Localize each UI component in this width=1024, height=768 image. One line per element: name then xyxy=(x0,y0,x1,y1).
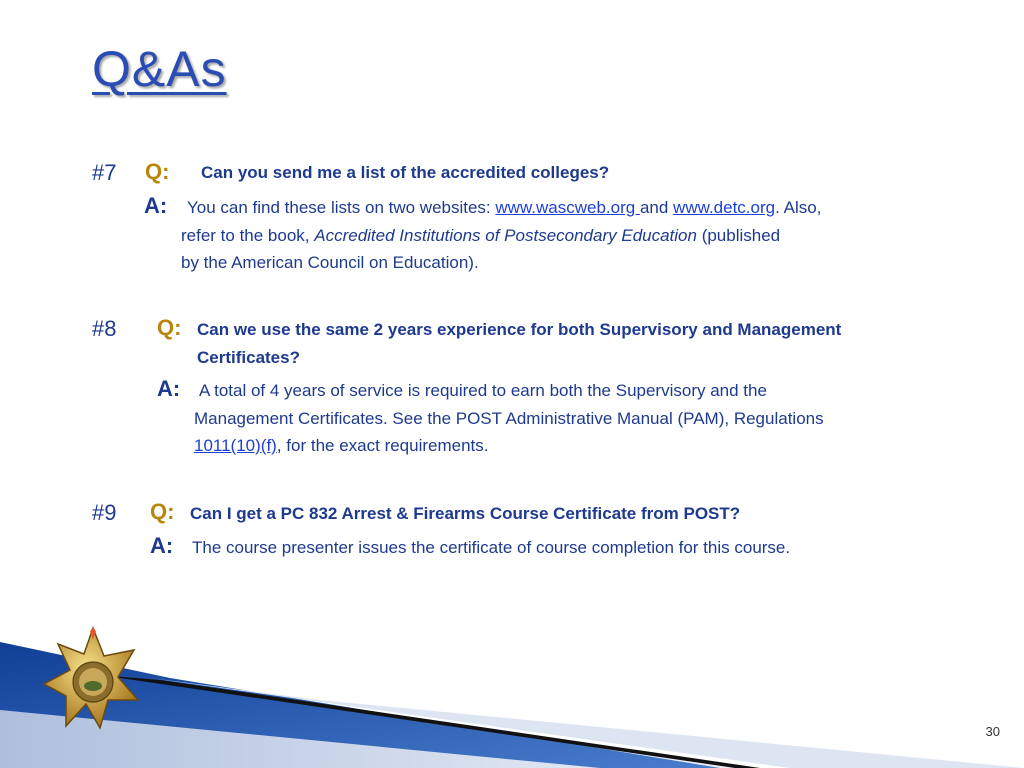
answer-text xyxy=(181,222,941,250)
answer-label: A: xyxy=(144,193,168,218)
question-text: Can I get a PC 832 Arrest & Firearms Course Certificate from POST? xyxy=(190,504,741,523)
question-text: Certificates? xyxy=(197,348,300,367)
answer-text-segment: refer to the book, xyxy=(181,226,315,245)
answer-text: The course presenter issues the certificate of course completion for this course. xyxy=(192,538,791,557)
link-regulation[interactable]: 1011(10)(f) xyxy=(194,436,277,455)
link-detc[interactable]: www.detc.org xyxy=(673,198,776,217)
answer-text: by the American Council on Education). xyxy=(181,253,479,272)
answer-text-segment: , for the exact requirements. xyxy=(276,436,489,455)
answer-text xyxy=(187,194,947,222)
question-label: Q: xyxy=(157,315,182,340)
question-text: Can you send me a list of the accredited colleges? xyxy=(201,163,610,182)
question-label: Q: xyxy=(145,159,170,184)
answer-text-segment: . Also, xyxy=(775,198,822,217)
answer-label: A: xyxy=(157,376,181,401)
page-number: 30 xyxy=(985,724,1000,739)
answer-text: A total of 4 years of service is required to earn both the Supervisory and the xyxy=(199,381,767,400)
answer-text: Management Certificates. See the POST Administrative Manual (PAM), Regulations xyxy=(194,409,824,428)
question-number: #8 xyxy=(92,316,117,341)
question-label: Q: xyxy=(150,499,175,524)
answer-text-segment: and xyxy=(639,198,674,217)
answer-text-segment: (published xyxy=(696,226,781,245)
answer-label: A: xyxy=(150,533,174,558)
book-title: Accredited Institutions of Postsecondary Education xyxy=(314,226,697,245)
link-wascweb[interactable]: www.wascweb.org xyxy=(495,198,640,217)
seven-point-star-badge-icon xyxy=(38,622,148,732)
page-title: Q&As xyxy=(92,41,227,97)
answer-text xyxy=(194,432,489,460)
question-number: #7 xyxy=(92,160,117,185)
answer-text-segment: You can find these lists on two websites: xyxy=(187,198,496,217)
decorative-swoosh xyxy=(0,600,1024,768)
question-text: Can we use the same 2 years experience for both Supervisory and Management xyxy=(197,320,842,339)
question-number: #9 xyxy=(92,500,117,525)
